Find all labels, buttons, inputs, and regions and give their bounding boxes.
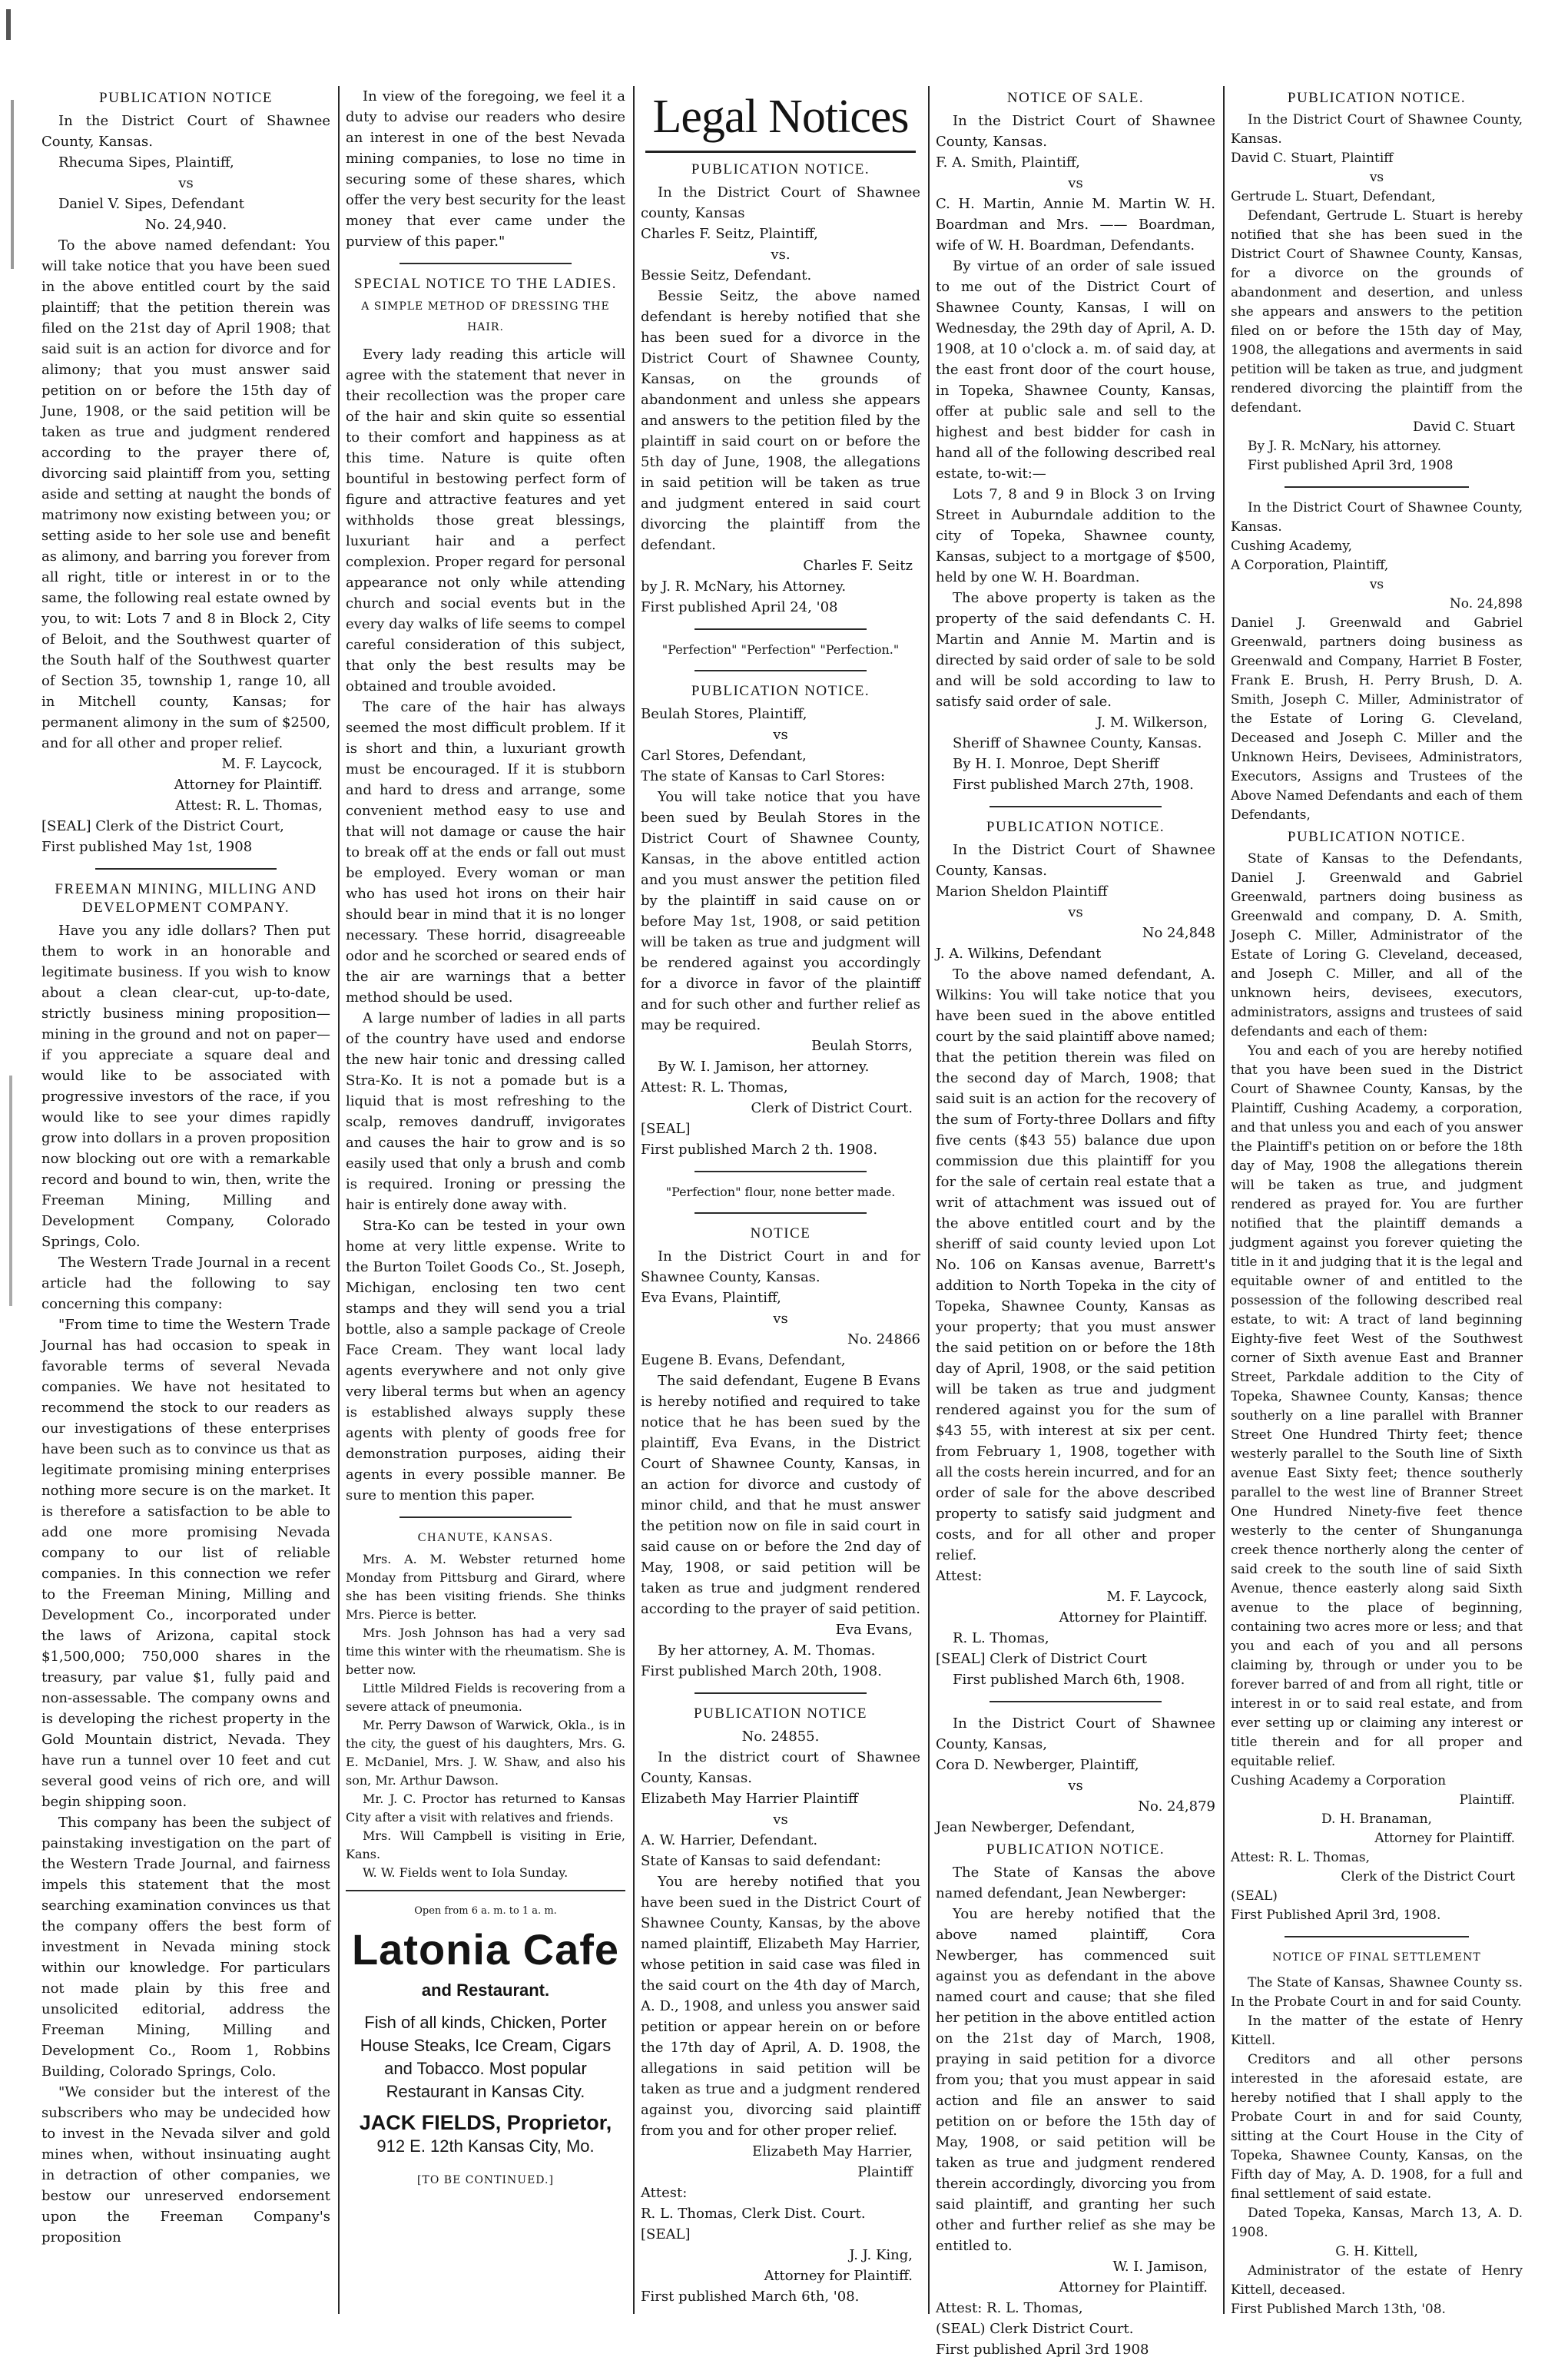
notice-body: You are hereby notified that the above named plaintiff, Cora Newberger, has commenced suit against you as defendant in the above named court and cause; that she filed her petition in the above entitled action on the 21st day of March, 1908, praying in said petition for a divorce from you; that you must appear in said action and file an answer to said petition on or before the 15th day of May, 1908, or said petition will be taken as true and judgment rendered therein accordingly, divorcing you from said plaintiff, and granting her such other and further relief as she may be entitled to.: [936, 1906, 1215, 2254]
vs-line: vs: [773, 1311, 788, 1327]
vs-line: vs: [178, 175, 194, 191]
news-item: Little Mildred Fields is recovering from a severe attack of pneumonia.: [346, 1681, 625, 1714]
freeman-mining-article: [41, 880, 330, 2248]
vs-line: vs: [773, 1811, 788, 1828]
defendant-line: Jean Newberger, Defendant,: [936, 1819, 1135, 1835]
continued-note: [TO BE CONTINUED.]: [417, 2174, 554, 2186]
attorney-role: Attorney for Plaintiff.: [1059, 2279, 1208, 2295]
section-divider: [95, 868, 277, 870]
notice-paragraph: You and each of you are hereby notified that you have been sued in the District Court of Shawnee County, Kansas, by the Plaintiff, Cushing Academy, a corporation, and that unless you and each of you answer the Plaintiff's petition on or before the 18th day of May, 1908 the allegations therein will be taken as true, and judgment rendered as prayed for. You are further notified that the plaintiff demands a judgment against you forever quieting the title in it and judging that it is the legal and equitable owner of and entitled to the possession of the following described real estate, to wit: A tract of land beginning Eighty-five feet West of the Southwest corner of Sixth avenue East and Branner Street, Parkdale addition to the City of Topeka, Shawnee County, Kansas; thence southerly on a line parallel with Branner Street One Hundred Thirty feet; thence westerly parallel to the South line of Sixth avenue East Sixty feet; thence southerly parallel to the west line of Branner Street One Hundred Ninety-five feet thence westerly to the center of Shunganunga creek thence northerly along the center of said creek to the south line of said Sixth Avenue, thence easterly along said Sixth avenue to the place of beginning, containing two acres more or less; and that you and each of you and all persons claiming by, through or under you to be forever barred of and from all right, title or interest in or to said real estate, and from ever setting up or claiming any interest or title therein and for all proper and equitable relief.: [1231, 1043, 1523, 1769]
article-continuation: In view of the foregoing, we feel it a duty to advise our readers who desire an interest in one of the best Nevada mining companies, to lose no time in securing some of these shares, which offer the very best security for the least money that ever came under the purview of this paper.": [346, 88, 625, 250]
news-item: Mr. J. C. Proctor has returned to Kansas City after a visit with relatives and friends.: [346, 1792, 625, 1825]
signer-name: Charles F. Seitz: [803, 558, 913, 574]
signer-name: Elizabeth May Harrier,: [751, 2143, 913, 2159]
ad-proprietor: JACK FIELDS, Proprietor,: [359, 2111, 612, 2134]
article-paragraph: This company has been the subject of painstaking investigation on the part of the Western Trade Journal, and fairness impels this statement that the most searching examination convinces us that the company offers the best form of investment in Nevada mining stock within our knowledge. For particulars not made plain by this free and unsolicited editorial, address the Freeman Mining, Milling and Development Co., Room 1, Robbins Building, Colorado Springs, Colo.: [41, 1815, 330, 2080]
vs-line: vs.: [771, 247, 791, 263]
corporation-line: Cushing Academy a Corporation: [1231, 1773, 1447, 1788]
section-divider: [694, 1171, 867, 1172]
notice-of-sale: [936, 89, 1215, 795]
newspaper-page: [35, 86, 1526, 2358]
vs-line: vs: [1369, 170, 1384, 185]
article-paragraph: The care of the hair has always seemed the most difficult problem. If it is short and thin, a luxuriant growth must be encouraged. If it is stubborn and hard to dress and arrange, some convenient method easy to use and that will not damage or cause the hair to break off at the ends or fall out must be employed. Every woman or man who has used hot irons on their hair should bear in mind that it is no longer necessary. These horrid, disagreeable odor and he scorched or seared ends of the air are warnings that a better method should be used.: [346, 699, 625, 1006]
sheriff-line: Sheriff of Shawnee County, Kansas.: [953, 735, 1202, 751]
attest-line: Attest: R. L. Thomas,: [1231, 1850, 1370, 1865]
notice-body: To the above named defendant: You will take notice that you have been sued in the above entitled court by the said plaintiff; that the petition therein was filed on the 21st day of April 1908; that said suit is an action for divorce and for alimony; that you must answer said petition on or before the 15th day of June, 1908, or the said petition will be taken as true and judgment rendered according to the prayer there of, divorcing said plaintiff from you, setting aside and setting at naught the bonds of matrimony now existing between you; or setting aside to her sole use and benefit as alimony, and barring you forever from all right, title or interest in or to the same, the following real estate owned by you, to wit: Lots 7 and 8 in Block 2, City of Beloit, and the Southwest quarter of the South half of the Southwest quarter of Section 35, township 1, range 10, all in Mitchell county, Kansas; for permanent alimony in the sum of $2500, and for all other and proper relief.: [41, 237, 330, 751]
notice-body: Bessie Seitz, the above named defendant is hereby notified that she has been sued for a divorce in the District Court of Shawnee County, Kansas, on the grounds of abandonment and unless she appears and answers to the petition filed by the plaintiff in said court on or before the 5th day of June, 1908, the allegations in said petition will be taken as true and judgment entered in said court divorcing the plaintiff from the defendant.: [641, 288, 920, 553]
news-item: Mrs. A. M. Webster returned home Monday from Pittsburg and Girard, where she has been visiting friends. She thinks Mrs. Pierce is better.: [346, 1552, 625, 1622]
column-rule: [633, 86, 635, 2314]
notice-heading: PUBLICATION NOTICE: [694, 1705, 867, 1722]
signer-name: M. F. Laycock,: [1106, 1589, 1208, 1605]
defendant-line: J. A. Wilkins, Defendant: [936, 946, 1102, 962]
signer-role: Attorney for Plaintiff.: [174, 777, 323, 793]
scan-edge-mark: [9, 1076, 12, 1306]
article-subheading: A SIMPLE METHOD OF DRESSING THE HAIR.: [361, 300, 610, 333]
scan-edge-mark: [11, 100, 14, 269]
publication-notice-newberger: [936, 1713, 1215, 2360]
plaintiff-line: Rhecuma Sipes, Plaintiff,: [58, 154, 234, 171]
section-divider: [399, 263, 572, 264]
article-paragraph: Have you any idle dollars? Then put them to work in an honorable and legitimate business. If you wish to know about a clean clear-cut, up-to-date, strictly business mining proposition—mining in the ground and not on paper—if you appreciate a square deal and would like to be associated with progressive investors of the race, if you would like to see your dimes rapidly grow into dollars in a proven proposition now blocking out ore with a remarkable record and bound to win, then, write the Freeman Mining, Milling and Development Company, Colorado Springs, Colo.: [41, 923, 330, 1250]
notice-body: To the above named defendant, A. Wilkins: You will take notice that you have been sued in the above entitled court by the said plaintiff above named; that the petition therein was filed on the second day of March, 1908; that said suit is an action for the recovery of the sum of Forty-three Dollars and fifty five cents ($43 55) balance due upon commission due this plaintiff for you for the sale of certain real estate that a writ of attachment was issued out of the above entitled court and by the sheriff of said county levied upon Lot No. 106 on Kansas avenue, Barrett's addition to North Topeka in the city of Topeka, Shawnee County, Kansas as your property; that you must answer the said petition on or before the 18th day of April, 1908, or the said petition will be taken as true and judgment rendered against you for the sum of $43 55, with interest at six per cent. from February 1, 1908, together with all the costs herein incurred, and for an order of sale for the above described property to satisfy said judgment and costs, and for all other and proper relief.: [936, 966, 1215, 1563]
corporation-role: Plaintiff.: [1459, 1792, 1515, 1808]
addressee-line: The state of Kansas to Carl Stores:: [641, 768, 886, 784]
notice-paragraph: State of Kansas to the Defendants, Daniel J. Greenwald and Gabriel Greenwald, partners doing business as Greenwald and company, D. A. Smith, Joseph C. Miller, Administrator of the Estate of Loring G. Cleveland, deceased, and Joseph C. Miller, and all of the unknown heirs, devisees, executors, administrators, assigns and trustees of said defendants and each of them:: [1231, 851, 1523, 1039]
news-item: Mrs. Will Campbell is visiting in Erie, Kans.: [346, 1828, 625, 1861]
publication-notice-sipes: [41, 89, 330, 857]
chanute-news: [346, 1529, 625, 1882]
notice-evans: [641, 1225, 920, 1682]
news-item: Mr. Perry Dawson of Warwick, Okla., is in the city, the guest of his daughters, Mrs. G. E. McDaniel, Mrs. J. W. Shaw, and also his son, Mr. Arthur Dawson.: [346, 1718, 625, 1788]
signer-name: M. F. Laycock,: [221, 756, 323, 772]
column-2: [346, 86, 625, 2314]
court-line: In the District Court of Shawnee County, Kansas.: [41, 113, 330, 150]
plaintiff-line: David C. Stuart, Plaintiff: [1231, 151, 1394, 166]
defendants-line: Daniel J. Greenwald and Gabriel Greenwald, partners doing business as Greenwald and Company, Harriet B Foster, Frank E. Brush, H. Perry Brush, D. A. Smith, Joseph C. Miller, Administrator of the Estate of Loring G. Cleveland, Deceased and Joseph C. Miller and the Unknown Heirs, Devisees, Administrators, Executors, Assigns and Trustees of the Above Named Defendants and each of them Defendants,: [1231, 615, 1523, 823]
publication-notice-cushing: [1231, 499, 1523, 1925]
section-divider: [694, 670, 867, 671]
attest-line: Attest: R. L. Thomas,: [936, 2300, 1083, 2316]
signer-name: J. M. Wilkerson,: [1096, 714, 1208, 731]
court-line: In the District Court of Shawnee County, Kansas.: [1231, 500, 1523, 535]
news-item: W. W. Fields went to Iola Sunday.: [363, 1865, 569, 1880]
column-rule: [928, 86, 930, 2314]
section-divider: [399, 1516, 572, 1518]
dated-line: Dated Topeka, Kansas, March 13, A. D. 1908.: [1231, 2206, 1523, 2240]
article-paragraph: "We consider but the interest of the subscribers who may be undecided how to invest in the Nevada silver and gold mines when, without insinuating aught in detraction of other companies, we bestow our unreserved endorsement upon the Freeman Company's proposition: [41, 2084, 330, 2246]
article-heading: CHANUTE, KANSAS.: [417, 1531, 554, 1544]
latonia-cafe-ad: [346, 1901, 625, 2156]
clerk-line: R. L. Thomas, Clerk Dist. Court.: [641, 2206, 866, 2222]
notice-body: You will take notice that you have been sued by Beulah Stores in the District Court of Shawnee County, Kansas, in the above entitled action and you must answer the petition filed by the plaintiff in said cause on or before May 1st, 1908, or said petition will be taken as true and judgment will be rendered against you accordingly for a divorce in favor of the plaintiff and for such other and further relief as may be required.: [641, 789, 920, 1033]
clerk-name: R. L. Thomas,: [953, 1630, 1049, 1646]
section-divider: [694, 1692, 867, 1694]
plaintiff-line: Cora D. Newberger, Plaintiff,: [936, 1757, 1139, 1773]
column-5: [1231, 86, 1523, 2317]
ad-subtitle: and Restaurant.: [421, 1980, 550, 2000]
notice-heading: PUBLICATION NOTICE.: [1287, 829, 1467, 845]
clerk-line: (SEAL) Clerk District Court.: [936, 2321, 1134, 2337]
case-number: No. 24,898: [1449, 596, 1523, 612]
court-line: In the district court of Shawnee County, Kansas.: [641, 1749, 920, 1786]
court-line: In the District Court of Shawnee County, Kansas,: [936, 1715, 1215, 1752]
attest-line: Attest: R. L. Thomas,: [641, 1079, 788, 1095]
plaintiff-line: Elizabeth May Harrier Plaintiff: [641, 1791, 858, 1807]
scan-edge-mark: [6, 9, 11, 40]
ad-address: 912 E. 12th Kansas City, Mo.: [376, 2136, 595, 2156]
ad-body: Fish of all kinds, Chicken, Porter House Steaks, Ice Cream, Cigars and Tobacco. Most popular Restaurant in Kansas City.: [360, 2013, 612, 2101]
section-divider: [990, 806, 1162, 807]
defendant-line: Gertrude L. Stuart, Defendant,: [1231, 189, 1436, 204]
signer-role: Administrator of the estate of Henry Kittell, deceased.: [1231, 2263, 1523, 2298]
addressee-line: The State of Kansas the above named defendant, Jean Newberger:: [936, 1864, 1215, 1901]
attorney-line: By her attorney, A. M. Thomas.: [658, 1642, 876, 1659]
attorney-name: W. I. Jamison,: [1112, 2259, 1208, 2275]
article-paragraph: The Western Trade Journal in a recent article had the following to say concerning this company:: [41, 1255, 330, 1312]
vs-line: vs: [1068, 1778, 1083, 1794]
published-line: First published April 3rd 1908: [936, 2342, 1149, 2358]
publication-notice-harrier: [641, 1705, 920, 2307]
case-number: No. 24,940.: [144, 217, 227, 233]
vs-line: vs: [1369, 577, 1384, 592]
notice-heading: NOTICE OF FINAL SETTLEMENT: [1272, 1951, 1481, 1964]
perfection-flour-ad: "Perfection" flour, none better made.: [665, 1185, 896, 1199]
notice-heading: PUBLICATION NOTICE.: [1287, 90, 1467, 106]
deputy-line: By H. I. Monroe, Dept Sheriff: [953, 756, 1159, 772]
column-1: [41, 86, 330, 2314]
published-line: First published March 6th, '08.: [641, 2289, 860, 2305]
attorney-line: by J. R. McNary, his Attorney.: [641, 578, 847, 595]
published-line: First published March 6th, 1908.: [953, 1672, 1185, 1688]
attorney-line: By W. I. Jamison, her attorney.: [658, 1059, 870, 1075]
column-4: [936, 86, 1215, 2358]
published-line: First published May 1st, 1908: [41, 839, 253, 855]
plaintiff-line: Marion Sheldon Plaintiff: [936, 883, 1108, 900]
section-divider: [694, 628, 867, 630]
notice-paragraph: Lots 7, 8 and 9 in Block 3 on Irving Street in Auburndale addition to the city of Topeka, Shawnee county, Kansas, subject to a mortgage of $500, held by one W. H. Boardman.: [936, 486, 1215, 585]
signer-role: Plaintiff: [857, 2164, 913, 2180]
title-rule: [645, 151, 916, 153]
defendant-line: A. W. Harrier, Defendant.: [641, 1832, 818, 1848]
notice-heading: PUBLICATION NOTICE.: [691, 683, 870, 699]
case-number: No. 24,879: [1138, 1798, 1215, 1815]
court-line: In the District Court of Shawnee County, Kansas.: [1231, 112, 1523, 147]
published-line: First published March 2 th. 1908.: [641, 1142, 878, 1158]
notice-heading: PUBLICATION NOTICE.: [691, 161, 870, 177]
publication-notice-wilkins: [936, 818, 1215, 1690]
defendant-line: Bessie Seitz, Defendant.: [641, 267, 812, 283]
notice-heading: PUBLICATION NOTICE: [99, 90, 273, 106]
defendant-line: Carl Stores, Defendant,: [641, 747, 807, 764]
notice-body: You are hereby notified that you have been sued in the District Court of Shawnee County, Kansas, by the above named plaintiff, Elizabeth May Harrier, whose petition in said case was filed in the said court on the 4th day of March, A. D., 1908, and unless you answer said petition or appear herein on or before the 17th day of April, A. D. 1908, the allegations in said petition will be taken as true and a judgment rendered against you, divorcing said plaintiff from you and for other proper relief.: [641, 1874, 920, 2139]
vs-line: vs: [1068, 175, 1083, 191]
attorney-line: By J. R. McNary, his attorney.: [1248, 439, 1442, 454]
attest-line: Attest: R. L. Thomas,: [175, 797, 323, 814]
plaintiff-line: Charles F. Seitz, Plaintiff,: [641, 226, 818, 242]
notice-heading: PUBLICATION NOTICE.: [986, 1841, 1165, 1858]
notice-paragraph: In the matter of the estate of Henry Kittell.: [1231, 2014, 1523, 2048]
section-divider: [1285, 1936, 1469, 1937]
page-title: Legal Notices: [652, 91, 909, 143]
plaintiff-line: Eva Evans, Plaintiff,: [641, 1290, 781, 1306]
court-line: In the District Court of Shawnee County, Kansas.: [936, 842, 1215, 879]
seal-mark: [SEAL]: [641, 2226, 691, 2242]
column-rule: [338, 86, 340, 2314]
article-heading: FREEMAN MINING, MILLING AND DEVELOPMENT COMPANY.: [55, 881, 317, 916]
column-3: [641, 86, 920, 2314]
ad-title: Latonia Cafe: [351, 1925, 620, 1974]
vs-line: vs: [1068, 904, 1083, 920]
case-number: No. 24855.: [741, 1729, 820, 1745]
clerk-line: [SEAL] Clerk of District Court: [936, 1651, 1147, 1667]
special-notice-ladies: [346, 275, 625, 1506]
notice-body: Defendant, Gertrude L. Stuart is hereby notified that she has been sued in the District Court of Shawnee County, Kansas, for a divorce on the grounds of abandonment and desertion, and unless she appears and answers to the petition filed on or before the 15th day of May, 1908, the allegations and averments in said petition will be taken as true, and judgment rendered divorcing the plaintiff from the defendant.: [1231, 208, 1523, 416]
notice-paragraph: The State of Kansas, Shawnee County ss. In the Probate Court in and for said County.: [1231, 1975, 1523, 2010]
article-paragraph: Stra-Ko can be tested in your own home at very little expense. Write to the Burton Toilet Goods Co., St. Joseph, Michigan, enclosing ten two cent stamps and they will send you a trial bottle, also a sample package of Creole Face Cream. They want local lady agents everywhere and not only give very liberal terms but when an agency is established always supply these agents with plenty of goods free for demonstration purposes, aiding their agents in every possible manner. Be sure to mention this paper.: [346, 1218, 625, 1503]
published-line: First published April 3rd, 1908: [1248, 458, 1454, 473]
seal-clerk-line: [SEAL] Clerk of the District Court,: [41, 818, 284, 834]
attorney-name: J. J. King,: [849, 2247, 913, 2263]
publication-notice-stores: [641, 682, 920, 1160]
perfection-ad: "Perfection" "Perfection" "Perfection.": [661, 642, 900, 657]
attorney-role: Attorney for Plaintiff.: [1374, 1831, 1515, 1846]
vs-line: vs: [773, 727, 788, 743]
plaintiff-line: Beulah Stores, Plaintiff,: [641, 706, 807, 722]
signer-name: Beulah Storrs,: [811, 1038, 913, 1054]
section-divider: [694, 1212, 867, 1214]
notice-heading: NOTICE: [750, 1225, 811, 1241]
attest-line: Attest:: [641, 2185, 688, 2201]
plaintiff-line: Cushing Academy,: [1231, 539, 1353, 554]
addressee-line: State of Kansas to said defendant:: [641, 1853, 881, 1869]
section-divider: [1285, 486, 1469, 488]
defendant-line: Eugene B. Evans, Defendant,: [641, 1352, 846, 1368]
notice-heading: NOTICE OF SALE.: [1006, 90, 1145, 106]
seal-mark: [SEAL]: [641, 1121, 691, 1137]
section-divider: [990, 1701, 1162, 1702]
plaintiff-line: F. A. Smith, Plaintiff,: [936, 154, 1080, 171]
signer-name: David C. Stuart: [1413, 419, 1515, 435]
case-number: No 24,848: [1142, 925, 1215, 941]
published-line: First published April 24, '08: [641, 599, 838, 615]
section-divider: [346, 1890, 625, 1891]
published-line: First published March 20th, 1908.: [641, 1663, 882, 1679]
article-paragraph: "From time to time the Western Trade Journal has had occasion to speak in favorable terms of several Nevada companies. We have not hesitated to recommend the stock to our readers as our investigations of these enterprises have been such as to convince us that as legitimate promising mining enterprises nothing more secure is on the market. It is therefore a satisfaction to be able to add one more promising Nevada company to our list of reliable companies. In this connection we refer to the Freeman Mining, Milling and Development Co., incorporated under the laws of Arizona, capital stock $1,500,000; 750,000 shares in the treasury, par value $1, fully paid and non-assessable. The company owns and is developing the richest property in the Gold Mountain district, Nevada. They have run a tunnel over 10 feet and cut several good veins of rich ore, and will begin shipping soon.: [41, 1317, 330, 1810]
notice-paragraph: Creditors and all other persons interested in the aforesaid estate, are hereby notified that I shall apply to the Probate Court in and for said County, sitting at the Court House in the City of Topeka, Shawnee County, Kansas, on the Fifth day of May, A. D. 1908, for a full and final settlement of said estate.: [1231, 2052, 1523, 2202]
notice-heading: PUBLICATION NOTICE.: [986, 819, 1165, 835]
news-item: Mrs. Josh Johnson has had a very sad time this winter with the rheumatism. She is better now.: [346, 1626, 625, 1677]
signer-name: G. H. Kittell,: [1335, 2244, 1418, 2259]
seal-mark: (SEAL): [1231, 1888, 1278, 1904]
signer-role: Attorney for Plaintiff.: [1059, 1609, 1208, 1626]
defendant-line: Daniel V. Sipes, Defendant: [58, 196, 244, 212]
defendants-line: C. H. Martin, Annie M. Martin W. H. Boardman and Mrs. —— Boardman, wife of W. H. Boardman, Defendants.: [936, 196, 1215, 254]
notice-body: The said defendant, Eugene B Evans is hereby notified and required to take notice that he has been sued by the plaintiff, Eva Evans, in the District Court of Shawnee County, Kansas, in an action for divorce and custody of minor child, and that he must answer the petition now on file in said court in said cause on or before the 2nd day of May, 1908, or said petition will be taken as true and judgment rendered according to the prayer of said petition.: [641, 1373, 920, 1617]
notice-final-settlement: [1231, 1948, 1523, 2319]
attorney-name: D. H. Branaman,: [1321, 1811, 1432, 1827]
publication-notice-seitz: [641, 161, 920, 618]
court-line: In the District Court in and for Shawnee County, Kansas.: [641, 1248, 920, 1285]
plaintiff-line-2: A Corporation, Plaintiff,: [1231, 558, 1389, 573]
published-line: First Published March 13th, '08.: [1231, 2302, 1446, 2317]
case-number: No. 24866: [847, 1331, 920, 1347]
article-heading: SPECIAL NOTICE TO THE LADIES.: [353, 276, 618, 292]
article-paragraph: A large number of ladies in all parts of the country have used and endorse the new hair tonic and dressing called Stra-Ko. It is not a pomade but is a liquid that is most refreshing to the scalp, removes dandruff, invigorates and causes the hair to grow and is so easily used that only a brush and comb is required. Ironing or pressing the hair is entirely done away with.: [346, 1010, 625, 1213]
published-line: First published March 27th, 1908.: [953, 777, 1194, 793]
publication-notice-stuart: [1231, 89, 1523, 476]
column-rule: [1223, 86, 1225, 2314]
court-line: In the District Court of Shawnee county, Kansas: [641, 184, 920, 221]
signer-name: Eva Evans,: [835, 1622, 913, 1638]
court-line: In the District Court of Shawnee County, Kansas.: [936, 113, 1215, 150]
published-line: First Published April 3rd, 1908.: [1231, 1908, 1441, 1923]
notice-paragraph: By virtue of an order of sale issued to me out of the District Court of Shawnee County, Kansas, I will on Wednesday, the 29th day of April, A. D. 1908, at 10 o'clock a. m. of said day, at the east front door of the court house, in Topeka, Shawnee County, Kansas, offer at public sale and sell to the highest and best bidder for cash in hand all of the following described real estate, to-wit:—: [936, 258, 1215, 482]
ad-hours: Open from 6 a. m. to 1 a. m.: [414, 1905, 557, 1917]
article-paragraph: Every lady reading this article will agree with the statement that never in their recollection was the proper care of the hair and skin quite so essential to their comfort and happiness as at this time. Nature is quite often bountiful in bestowing perfect form of figure and attractive features and yet withholds those great blessings, luxuriant hair and a perfect complexion. Proper regard for personal appearance not only while attending church and social events but in the every day walks of life seems to compel careful consideration of this subject, that only the best results may be obtained and trouble avoided.: [346, 346, 625, 694]
notice-paragraph: The above property is taken as the property of the said defendants C. H. Martin and Annie M. Martin and is directed by said order of sale to be sold and will be sold according to law to satisfy said order of sale.: [936, 590, 1215, 710]
clerk-line: Clerk of District Court.: [751, 1100, 913, 1116]
clerk-line: Clerk of the District Court: [1341, 1869, 1515, 1884]
attorney-role: Attorney for Plaintiff.: [764, 2268, 913, 2284]
attest-line: Attest:: [936, 1568, 983, 1584]
